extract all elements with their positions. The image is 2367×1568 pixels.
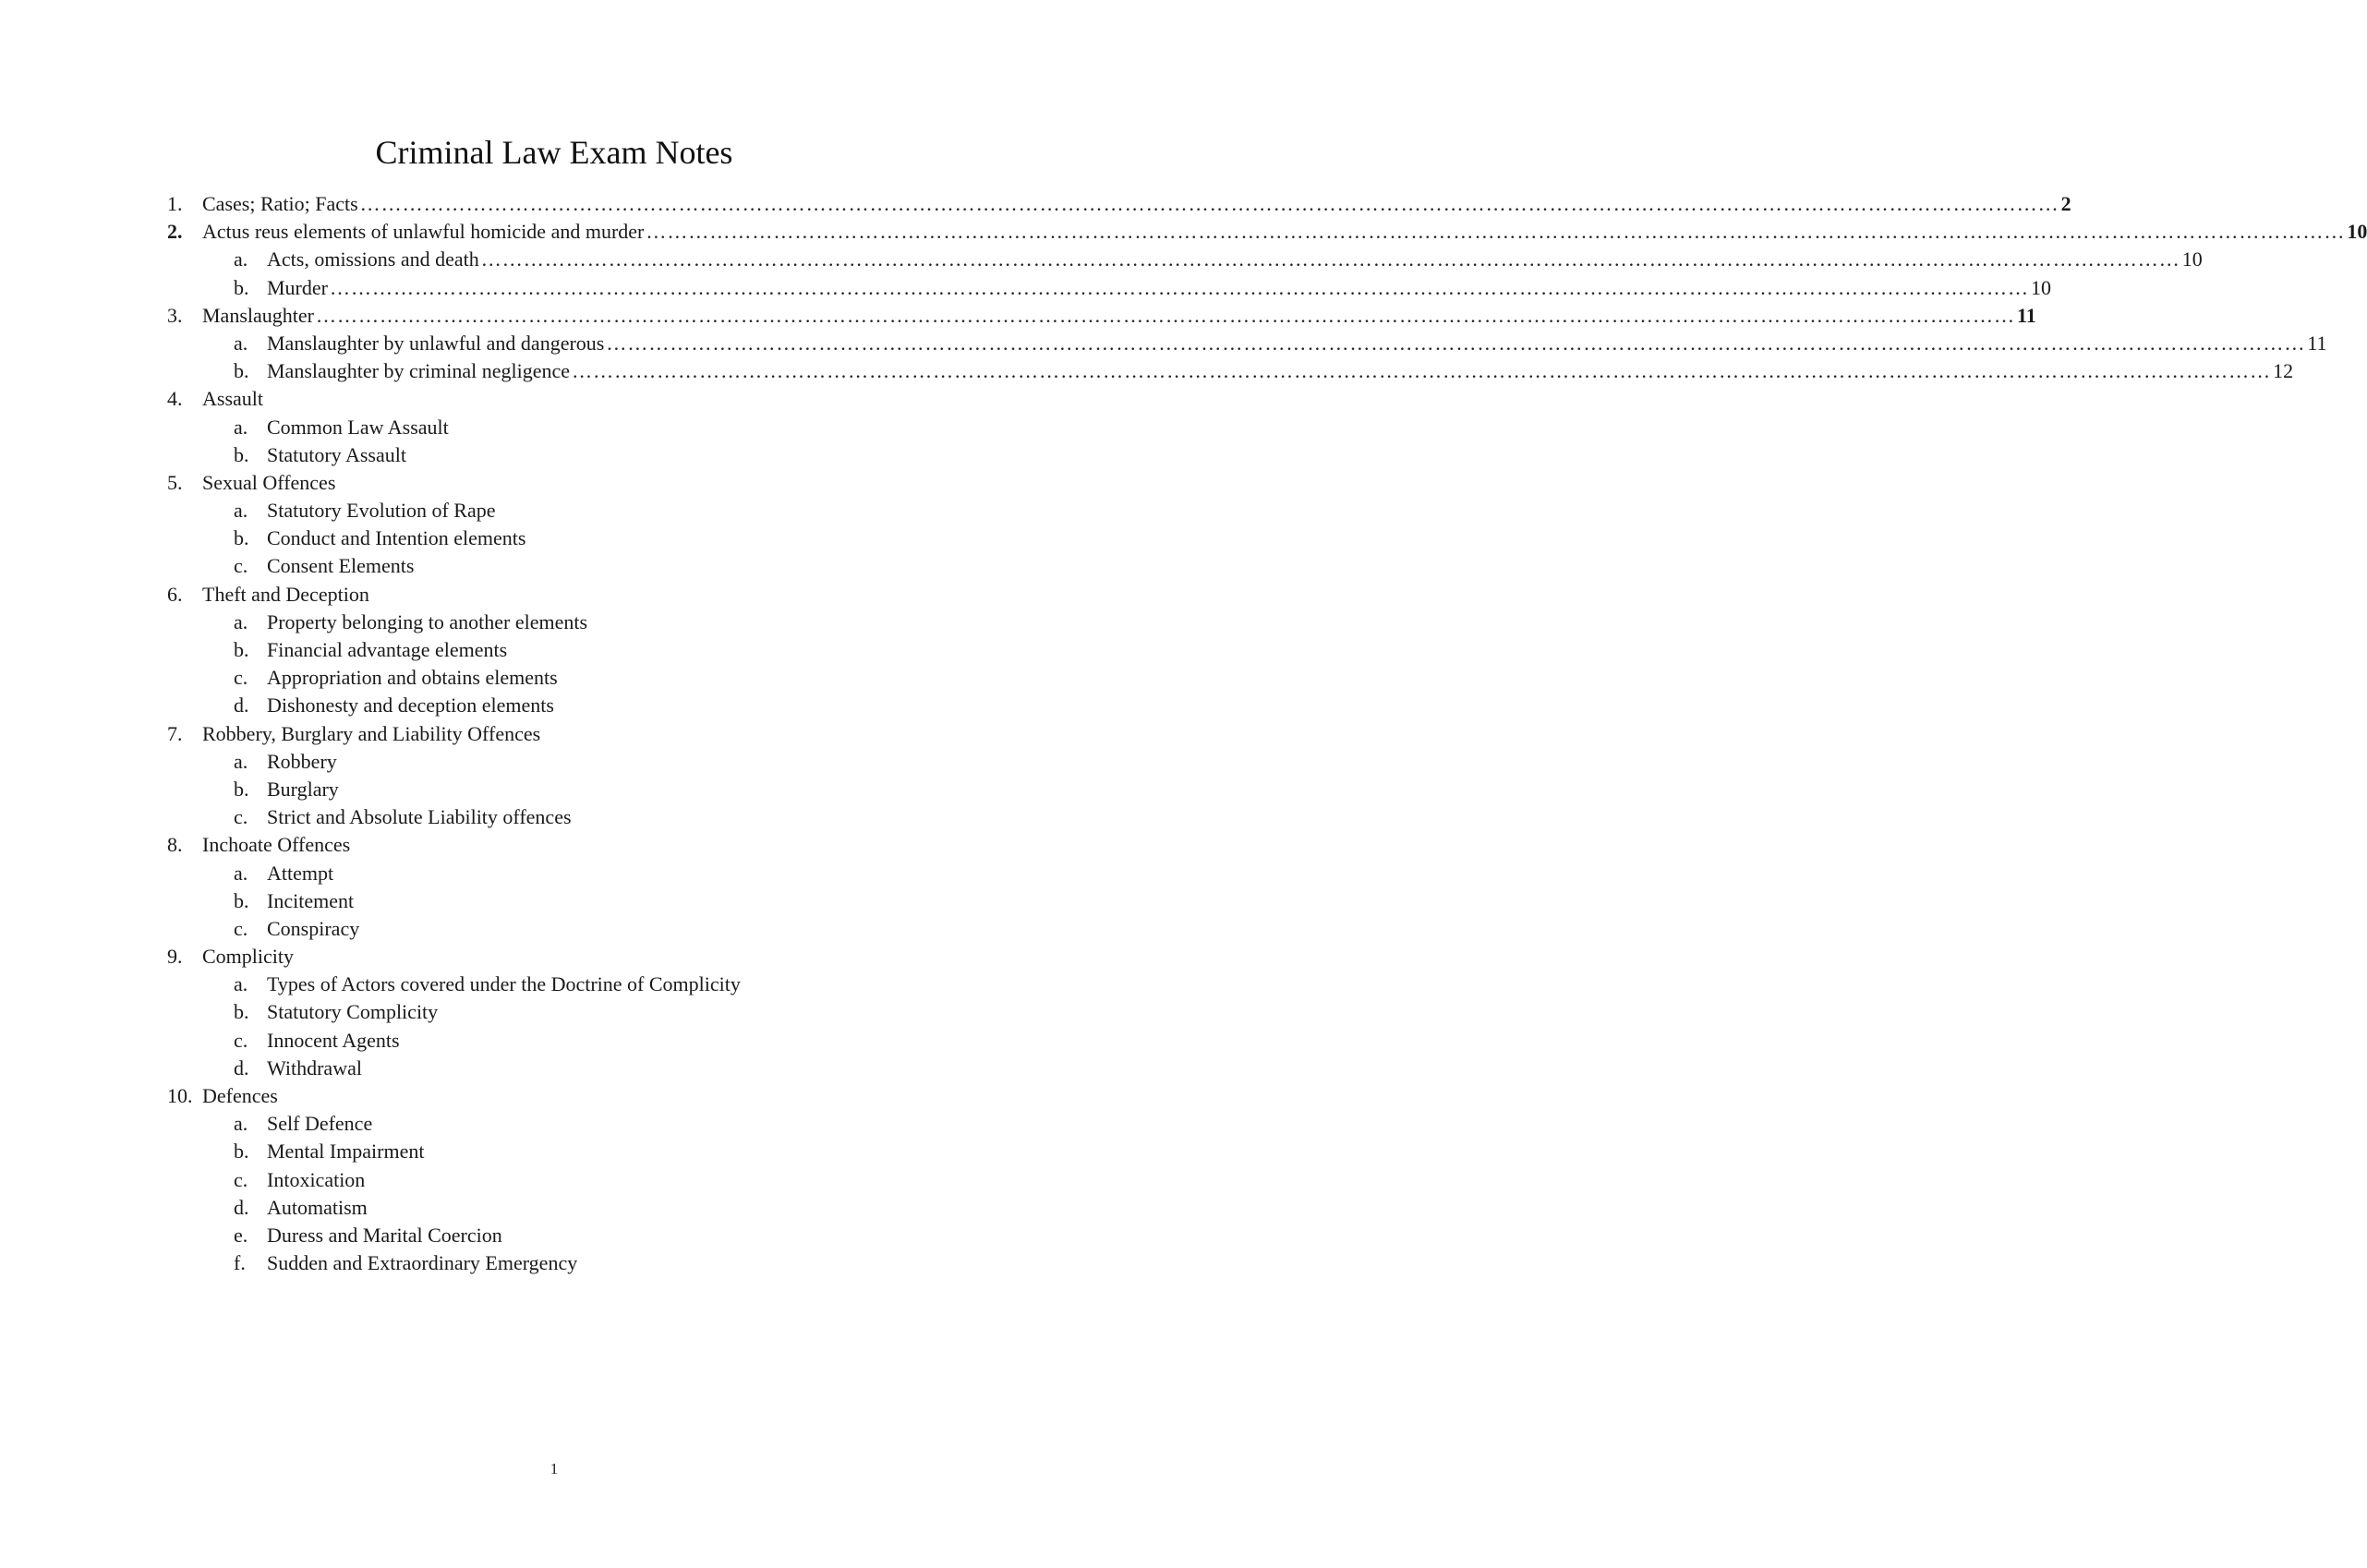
toc-entry-number: a.	[234, 331, 248, 355]
toc-entry-number: b.	[234, 526, 249, 550]
toc-entry-number: a.	[234, 499, 248, 523]
toc-entry-label: Statutory Complicity	[267, 1000, 439, 1024]
toc-subentry	[167, 274, 2051, 302]
toc-entry-label: Common Law Assault	[267, 415, 449, 439]
toc-entry-label: Property belonging to another elements	[267, 609, 588, 633]
toc-entry-label: Dishonesty and deception elements	[267, 694, 554, 718]
toc-subentry	[167, 357, 2294, 385]
toc-entry-label: Mental Impairment	[267, 1140, 425, 1164]
toc-page-number: 10	[2181, 247, 2203, 271]
toc-entry-label: Murder	[267, 275, 328, 299]
toc-entry-number: 3.	[167, 303, 183, 327]
toc-subentry	[167, 915, 974, 943]
toc-entry	[167, 943, 974, 971]
toc-entry-number: 5.	[167, 470, 183, 494]
toc-page-number: 2	[2060, 192, 2071, 215]
toc-entry-label: Statutory Assault	[267, 442, 406, 466]
toc-entry-number: 2.	[167, 220, 183, 244]
toc-entry-number: c.	[234, 1167, 248, 1191]
toc-entry-label: Conspiracy	[267, 916, 360, 940]
toc-subentry	[167, 1249, 974, 1277]
toc-dot-leader: ……………………………………………………………………………………………………………………………………………………………………………………………………………………	[480, 247, 2180, 271]
toc-subentry	[167, 497, 974, 525]
toc-entry-number: c.	[234, 916, 248, 940]
toc-entry	[167, 218, 2367, 246]
toc-page-number: 10	[2030, 275, 2051, 299]
toc-entry-number: b.	[234, 1000, 249, 1024]
toc-entry-number: a.	[234, 861, 248, 885]
toc-entry-number: 7.	[167, 721, 183, 745]
toc-page-number: 11	[2016, 303, 2036, 327]
toc-dot-leader: ……………………………………………………………………………………………………………………………………………………………………………………………………………………	[606, 331, 2306, 355]
toc-entry-label: Manslaughter by unlawful and dangerous	[267, 331, 605, 355]
toc-subentry	[167, 246, 2203, 273]
toc-entry-label: Conduct and Intention elements	[267, 526, 526, 550]
toc-entry-number: b.	[234, 442, 249, 466]
toc-entry-label: Sudden and Extraordinary Emergency	[267, 1251, 578, 1275]
toc-entry-label: Self Defence	[267, 1112, 373, 1136]
toc-subentry	[167, 1055, 974, 1082]
toc-entry-label: Defences	[202, 1084, 278, 1107]
toc-entry-label: Robbery, Burglary and Liability Offences	[202, 721, 541, 745]
toc-entry-label: Statutory Evolution of Rape	[267, 499, 496, 523]
toc-subentry	[167, 971, 974, 998]
toc-entry-label: Automatism	[267, 1195, 368, 1219]
toc-entry-number: a.	[234, 609, 248, 633]
toc-entry	[167, 469, 974, 497]
toc-entry-label: Strict and Absolute Liability offences	[267, 805, 572, 829]
toc-entry-label: Actus reus elements of unlawful homicide and murder	[202, 220, 645, 244]
toc-entry-number: b.	[234, 275, 249, 299]
toc-subentry	[167, 609, 974, 636]
toc-entry-label: Complicity	[202, 945, 294, 969]
toc-entry-number: a.	[234, 749, 248, 773]
toc-entry-label: Sexual Offences	[202, 470, 336, 494]
toc-dot-leader: ……………………………………………………………………………………………………………………………………………………………………………………………………………………	[329, 275, 2029, 299]
toc-entry-label: Financial advantage elements	[267, 638, 508, 661]
toc-entry-number: d.	[234, 694, 249, 718]
toc-entry-label: Appropriation and obtains elements	[267, 666, 558, 690]
toc-entry-number: b.	[234, 777, 249, 801]
toc-entry-number: f.	[234, 1251, 246, 1275]
toc-entry-number: d.	[234, 1055, 249, 1080]
toc-dot-leader: ……………………………………………………………………………………………………………………………………………………………………………………………………………………	[359, 192, 2059, 215]
toc-dot-leader: ……………………………………………………………………………………………………………………………………………………………………………………………………………………	[315, 303, 2015, 327]
toc-dot-leader: ……………………………………………………………………………………………………………………………………………………………………………………………………………………	[572, 359, 2272, 383]
toc-subentry	[167, 1222, 974, 1249]
toc-subentry	[167, 803, 974, 831]
toc-subentry	[167, 1194, 974, 1222]
toc-subentry	[167, 1027, 974, 1055]
toc-page-number: 11	[2307, 331, 2327, 355]
toc-entry-number: c.	[234, 1028, 248, 1052]
toc-entry-label: Burglary	[267, 777, 339, 801]
toc-entry-number: 8.	[167, 833, 183, 857]
toc-subentry	[167, 887, 974, 915]
toc-entry	[167, 302, 2036, 330]
toc-subentry	[167, 414, 974, 441]
toc-entry-number: c.	[234, 805, 248, 829]
toc-entry-label: Withdrawal	[267, 1055, 362, 1080]
toc-entry-label: Innocent Agents	[267, 1028, 400, 1052]
toc-entry	[167, 1082, 974, 1110]
toc-entry-label: Attempt	[267, 861, 334, 885]
toc-entry-number: d.	[234, 1195, 249, 1219]
toc-subentry	[167, 636, 974, 664]
toc-entry-label: Consent Elements	[267, 554, 415, 578]
toc-subentry	[167, 776, 974, 803]
toc-entry-number: a.	[234, 1112, 248, 1136]
toc-entry-label: Intoxication	[267, 1167, 366, 1191]
toc-entry-number: b.	[234, 888, 249, 912]
toc-entry-number: 9.	[167, 945, 183, 969]
toc-subentry	[167, 552, 974, 580]
toc-entry-label: Acts, omissions and death	[267, 247, 479, 271]
toc-entry-number: a.	[234, 247, 248, 271]
toc-entry-number: 6.	[167, 582, 183, 606]
toc-entry-label: Inchoate Offences	[202, 833, 351, 857]
toc-subentry	[167, 525, 974, 552]
toc-entry	[167, 385, 974, 413]
table-of-contents	[167, 190, 2367, 1277]
toc-entry-label: Manslaughter	[202, 303, 314, 327]
toc-subentry	[167, 664, 974, 692]
toc-subentry	[167, 441, 974, 469]
toc-entry	[167, 581, 974, 609]
toc-entry-label: Theft and Deception	[202, 582, 369, 606]
toc-entry-number: 10.	[167, 1084, 193, 1107]
toc-entry	[167, 190, 2071, 218]
toc-entry	[167, 831, 974, 859]
toc-entry-label: Duress and Marital Coercion	[267, 1223, 502, 1247]
toc-entry-number: e.	[234, 1223, 248, 1247]
toc-entry-number: c.	[234, 666, 248, 690]
toc-entry-number: c.	[234, 554, 248, 578]
toc-entry-label: Incitement	[267, 888, 355, 912]
document-title: Criminal Law Exam Notes	[375, 134, 733, 171]
toc-page-number: 10	[2347, 220, 2367, 244]
toc-dot-leader: ……………………………………………………………………………………………………………………………………………………………………………………………………………………	[646, 220, 2346, 244]
toc-entry-number: a.	[234, 972, 248, 996]
toc-subentry	[167, 1138, 974, 1165]
toc-entry-label: Manslaughter by criminal negligence	[267, 359, 571, 383]
toc-entry-label: Types of Actors covered under the Doctrine of Complicity	[267, 972, 741, 996]
toc-entry-number: a.	[234, 415, 248, 439]
toc-entry-number: 1.	[167, 192, 183, 215]
toc-subentry	[167, 330, 2327, 357]
toc-subentry	[167, 1110, 974, 1138]
toc-entry-label: Robbery	[267, 749, 337, 773]
toc-entry-label: Cases; Ratio; Facts	[202, 192, 358, 215]
toc-entry-number: b.	[234, 359, 249, 383]
toc-subentry	[167, 860, 974, 887]
toc-subentry	[167, 998, 974, 1026]
toc-entry-label: Assault	[202, 387, 263, 411]
toc-subentry	[167, 748, 974, 776]
page-number: 1	[549, 1460, 559, 1478]
toc-page-number: 12	[2273, 359, 2294, 383]
toc-entry-number: b.	[234, 638, 249, 661]
toc-subentry	[167, 692, 974, 719]
toc-entry	[167, 720, 974, 748]
toc-entry-number: b.	[234, 1140, 249, 1164]
toc-subentry	[167, 1166, 974, 1194]
toc-entry-number: 4.	[167, 387, 183, 411]
